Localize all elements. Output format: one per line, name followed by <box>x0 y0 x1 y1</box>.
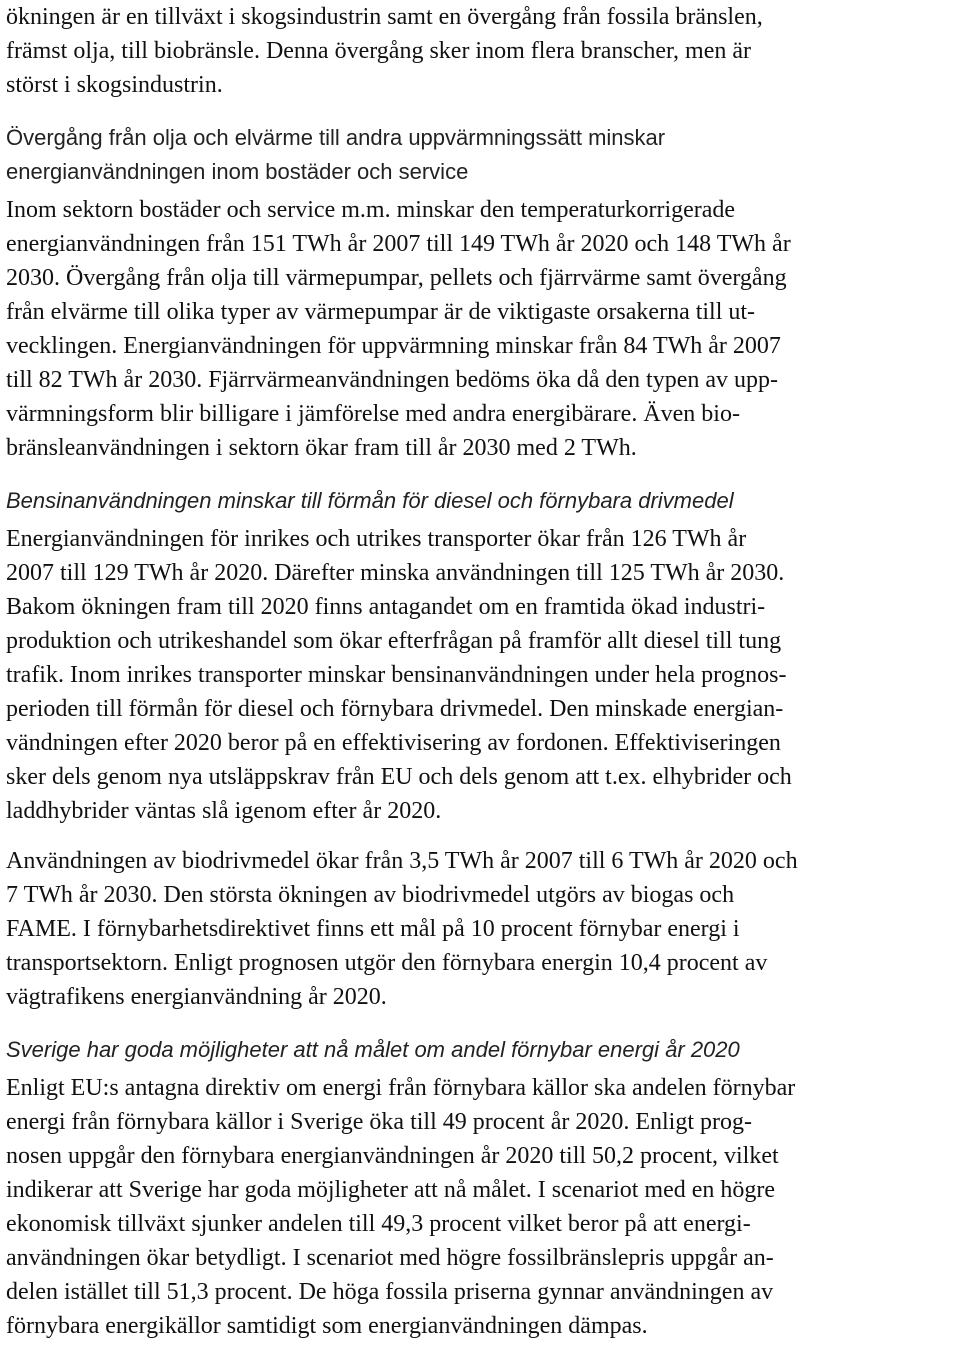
text-line: FAME. I förnybarhetsdirektivet finns ett mål på 10 procent förnybar energi i <box>6 916 740 942</box>
text-line: förnybara energikällor samtidigt som energianvändningen dämpas. <box>6 1313 648 1339</box>
text-line: främst olja, till biobränsle. Denna övergång sker inom flera branscher, men är <box>6 38 752 64</box>
text-line: bränsleanvändningen i sektorn ökar fram till år 2030 med 2 TWh. <box>6 435 637 461</box>
text-line: användningen ökar betydligt. I scenariot med högre fossilbränslepris uppgår an- <box>6 1245 774 1271</box>
text-line: transportsektorn. Enligt prognosen utgör den förnybara energin 10,4 procent av <box>6 950 768 976</box>
heading-line: Övergång från olja och elvärme till andra uppvärmningssätt minskar <box>6 125 666 150</box>
text-line: laddhybrider väntas slå igenom efter år 2020. <box>6 798 442 824</box>
text-line: värmningsform blir billigare i jämförelse med andra energibärare. Även bio- <box>6 401 740 427</box>
text-line: vändningen efter 2020 beror på en effektivisering av fordonen. Effektiviseringen <box>6 730 781 756</box>
text-line: från elvärme till olika typer av värmepumpar är de viktigaste orsakerna till ut- <box>6 299 756 325</box>
text-line: till 82 TWh år 2030. Fjärrvärmeanvändningen bedöms öka då den typen av upp- <box>6 367 779 393</box>
text-line: vägtrafikens energianvändning år 2020. <box>6 984 387 1010</box>
text-line: ekonomisk tillväxt sjunker andelen till 49,3 procent vilket beror på att energi- <box>6 1211 751 1237</box>
text-line: trafik. Inom inrikes transporter minskar bensinanvändningen under hela prognos- <box>6 662 787 688</box>
section-heading-housing <box>6 121 954 189</box>
paragraph-biofuels <box>6 844 954 1014</box>
paragraph-forest-industry <box>6 0 954 102</box>
text-line: 7 TWh år 2030. Den största ökningen av biodrivmedel utgörs av biogas och <box>6 882 735 908</box>
text-line: energi från förnybara källor i Sverige öka till 49 procent år 2020. Enligt prog- <box>6 1109 752 1135</box>
text-line: 2007 till 129 TWh år 2020. Därefter minska användningen till 125 TWh år 2030. <box>6 560 785 586</box>
text-line: 2030. Övergång från olja till värmepumpar, pellets och fjärrvärme samt övergång <box>6 265 787 291</box>
text-line: Användningen av biodrivmedel ökar från 3,5 TWh år 2007 till 6 TWh år 2020 och <box>6 848 798 874</box>
text-line: Inom sektorn bostäder och service m.m. minskar den temperaturkorrigerade <box>6 197 736 223</box>
text-line: nosen uppgår den förnybara energianvändningen år 2020 till 50,2 procent, vilket <box>6 1143 779 1169</box>
text-line: ökningen är en tillväxt i skogsindustrin samt en övergång från fossila bränslen, <box>6 4 763 30</box>
text-line: energianvändningen från 151 TWh år 2007 till 149 TWh år 2020 och 148 TWh år <box>6 231 791 257</box>
text-line: Energianvändningen för inrikes och utrikes transporter ökar från 126 TWh år <box>6 526 747 552</box>
text-line: Enligt EU:s antagna direktiv om energi från förnybara källor ska andelen förnybar <box>6 1075 796 1101</box>
text-line: störst i skogsindustrin. <box>6 72 223 98</box>
text-line: perioden till förmån för diesel och förnybara drivmedel. Den minskade energian- <box>6 696 784 722</box>
heading-line: energianvändningen inom bostäder och service <box>6 159 469 184</box>
text-line: delen istället till 51,3 procent. De höga fossila priserna gynnar användningen av <box>6 1279 774 1305</box>
document-page <box>6 0 954 1343</box>
paragraph-housing-service <box>6 193 954 465</box>
text-line: indikerar att Sverige har goda möjligheter att nå målet. I scenariot med en högre <box>6 1177 776 1203</box>
text-line: Bakom ökningen fram till 2020 finns antagandet om en framtida ökad industri- <box>6 594 766 620</box>
section-heading-renewable-target <box>6 1033 954 1067</box>
heading-line: Bensinanvändningen minskar till förmån för diesel och förnybara drivmedel <box>6 488 734 513</box>
heading-line: Sverige har goda möjligheter att nå målet om andel förnybar energi år 2020 <box>6 1037 740 1062</box>
text-line: vecklingen. Energianvändningen för uppvärmning minskar från 84 TWh år 2007 <box>6 333 781 359</box>
text-line: sker dels genom nya utsläppskrav från EU och dels genom att t.ex. elhybrider och <box>6 764 792 790</box>
paragraph-renewable-share <box>6 1071 954 1343</box>
section-heading-petrol <box>6 484 954 518</box>
text-line: produktion och utrikeshandel som ökar efterfrågan på framför allt diesel till tung <box>6 628 782 654</box>
paragraph-transport <box>6 522 954 828</box>
